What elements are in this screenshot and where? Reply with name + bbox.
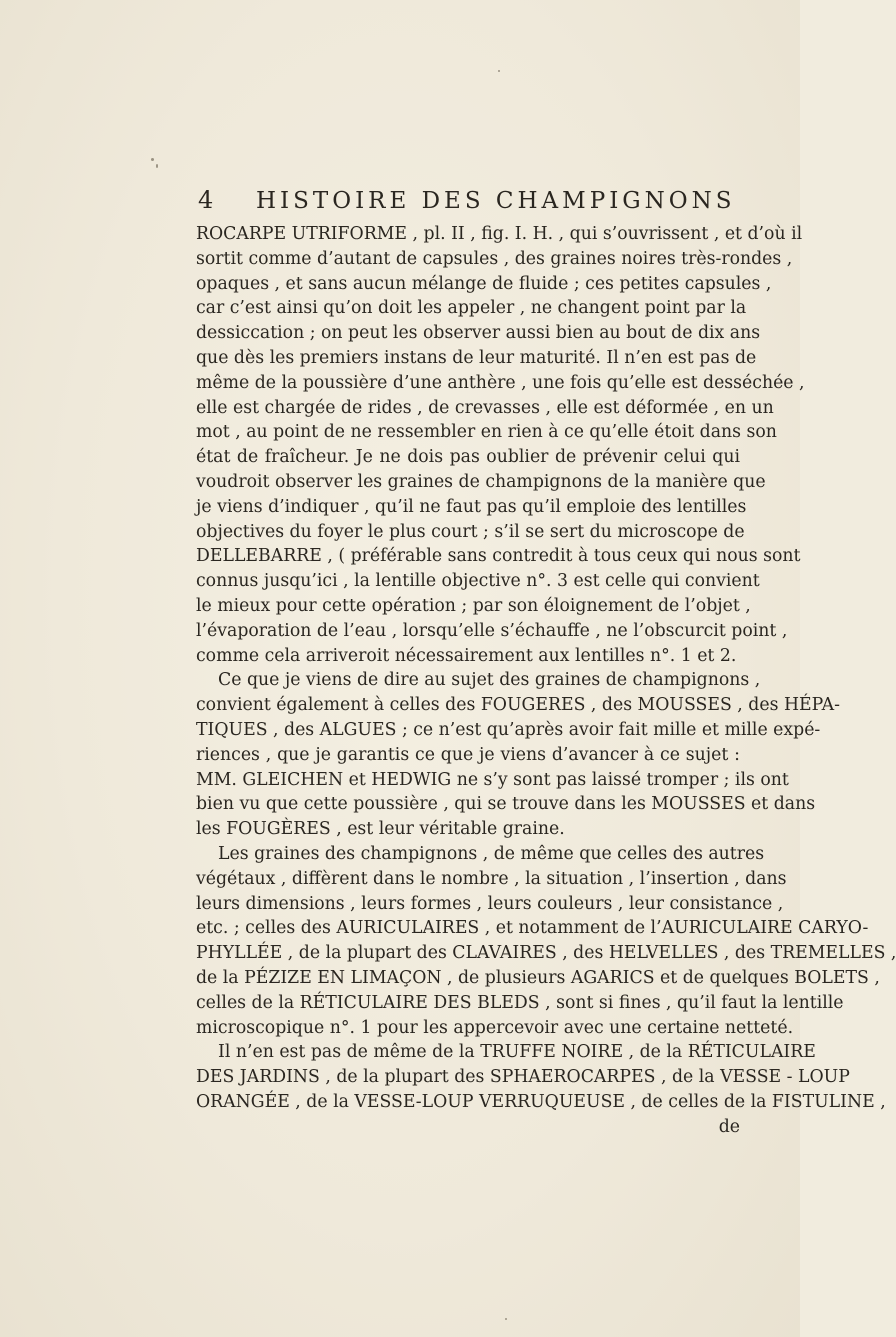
text-line: celles de la RÉTICULAIRE DES BLEDS , sont si fines , qu’il faut la lentille bbox=[196, 992, 844, 1013]
text-line: DELLEBARRE , ( préférable sans contredit à tous ceux qui nous sont bbox=[196, 546, 801, 567]
text-line: DES JARDINS , de la plupart des SPHAEROCARPES , de la VESSE - LOUP bbox=[196, 1067, 850, 1088]
text-line: leurs dimensions , leurs formes , leurs couleurs , leur consistance , bbox=[196, 893, 784, 914]
text-line: que dès les premiers instans de leur maturité. Il n’en est pas de bbox=[196, 347, 757, 368]
text-line: ROCARPE UTRIFORME , pl. II , fig. I. H. , qui s’ouvrissent , et d’où il bbox=[196, 224, 803, 244]
page-header bbox=[198, 186, 738, 214]
text-line: TIQUES , des ALGUES ; ce n’est qu’après avoir fait mille et mille expé- bbox=[196, 719, 821, 740]
text-line: Ce que je viens de dire au sujet des graines de champignons , bbox=[218, 670, 761, 691]
text-line: mot , au point de ne ressembler en rien à ce qu’elle étoit dans son bbox=[196, 422, 777, 443]
text-line: même de la poussière d’une anthère , une fois qu’elle est desséchée , bbox=[196, 372, 805, 393]
text-line: le mieux pour cette opération ; par son éloignement de l’objet , bbox=[196, 595, 751, 616]
text-line: l’évaporation de l’eau , lorsqu’elle s’échauffe , ne l’obscurcit point , bbox=[196, 620, 788, 641]
catchword: de bbox=[718, 1116, 740, 1137]
text-line: riences , que je garantis ce que je viens d’avancer à ce sujet : bbox=[196, 744, 740, 765]
text-line: je viens d’indiquer , qu’il ne faut pas qu’il emploie des lentilles bbox=[196, 496, 747, 517]
text-line: comme cela arriveroit nécessairement aux lentilles n°. 1 et 2. bbox=[196, 645, 737, 666]
text-line: car c’est ainsi qu’on doit les appeler , ne changent point par la bbox=[196, 298, 747, 319]
text-line: sortit comme d’autant de capsules , des graines noires très-rondes , bbox=[196, 248, 793, 269]
text-line: PHYLLÉE , de la plupart des CLAVAIRES , des HELVELLES , des TREMELLES , bbox=[196, 943, 896, 964]
text-line: bien vu que cette poussière , qui se trouve dans les MOUSSES et dans bbox=[196, 794, 816, 815]
text-line: voudroit observer les graines de champignons de la manière que bbox=[196, 471, 766, 492]
text-line: microscopique n°. 1 pour les appercevoir avec une certaine netteté. bbox=[196, 1017, 794, 1038]
text-line: végétaux , diffèrent dans le nombre , la situation , l’insertion , dans bbox=[196, 868, 787, 889]
text-line: opaques , et sans aucun mélange de fluide ; ces petites capsules , bbox=[196, 273, 772, 294]
running-title: HISTOIRE DES CHAMPIGNONS bbox=[256, 188, 736, 214]
text-line: état de fraîcheur. Je ne dois pas oublier de prévenir celui qui bbox=[196, 447, 740, 468]
text-line: Il n’en est pas de même de la TRUFFE NOIRE , de la RÉTICULAIRE bbox=[218, 1042, 816, 1063]
text-line: elle est chargée de rides , de crevasses , elle est déformée , en un bbox=[196, 397, 774, 418]
text-line: MM. GLEICHEN et HEDWIG ne s’y sont pas laissé tromper ; ils ont bbox=[196, 769, 789, 790]
text-line: dessiccation ; on peut les observer aussi bien au bout de dix ans bbox=[196, 323, 761, 344]
text-line: les FOUGÈRES , est leur véritable graine. bbox=[196, 819, 565, 840]
text-line: ORANGÉE , de la VESSE-LOUP VERRUQUEUSE , de celles de la FISTULINE , bbox=[196, 1091, 886, 1112]
text-line: Les graines des champignons , de même que celles des autres bbox=[218, 843, 765, 864]
text-line: convient également à celles des FOUGERES , des MOUSSES , des HÉPA- bbox=[196, 695, 840, 716]
text-line: connus jusqu’ici , la lentille objective n°. 3 est celle qui convient bbox=[196, 571, 760, 592]
text-line: etc. ; celles des AURICULAIRES , et notamment de l’AURICULAIRE CARYO- bbox=[196, 918, 869, 939]
text-line: de la PÉZIZE EN LIMAÇON , de plusieurs AGARICS et de quelques BOLETS , bbox=[196, 967, 880, 988]
page-number: 4 bbox=[198, 186, 214, 214]
text-line: objectives du foyer le plus court ; s’il se sert du microscope de bbox=[196, 521, 745, 542]
body-text bbox=[196, 222, 896, 1139]
